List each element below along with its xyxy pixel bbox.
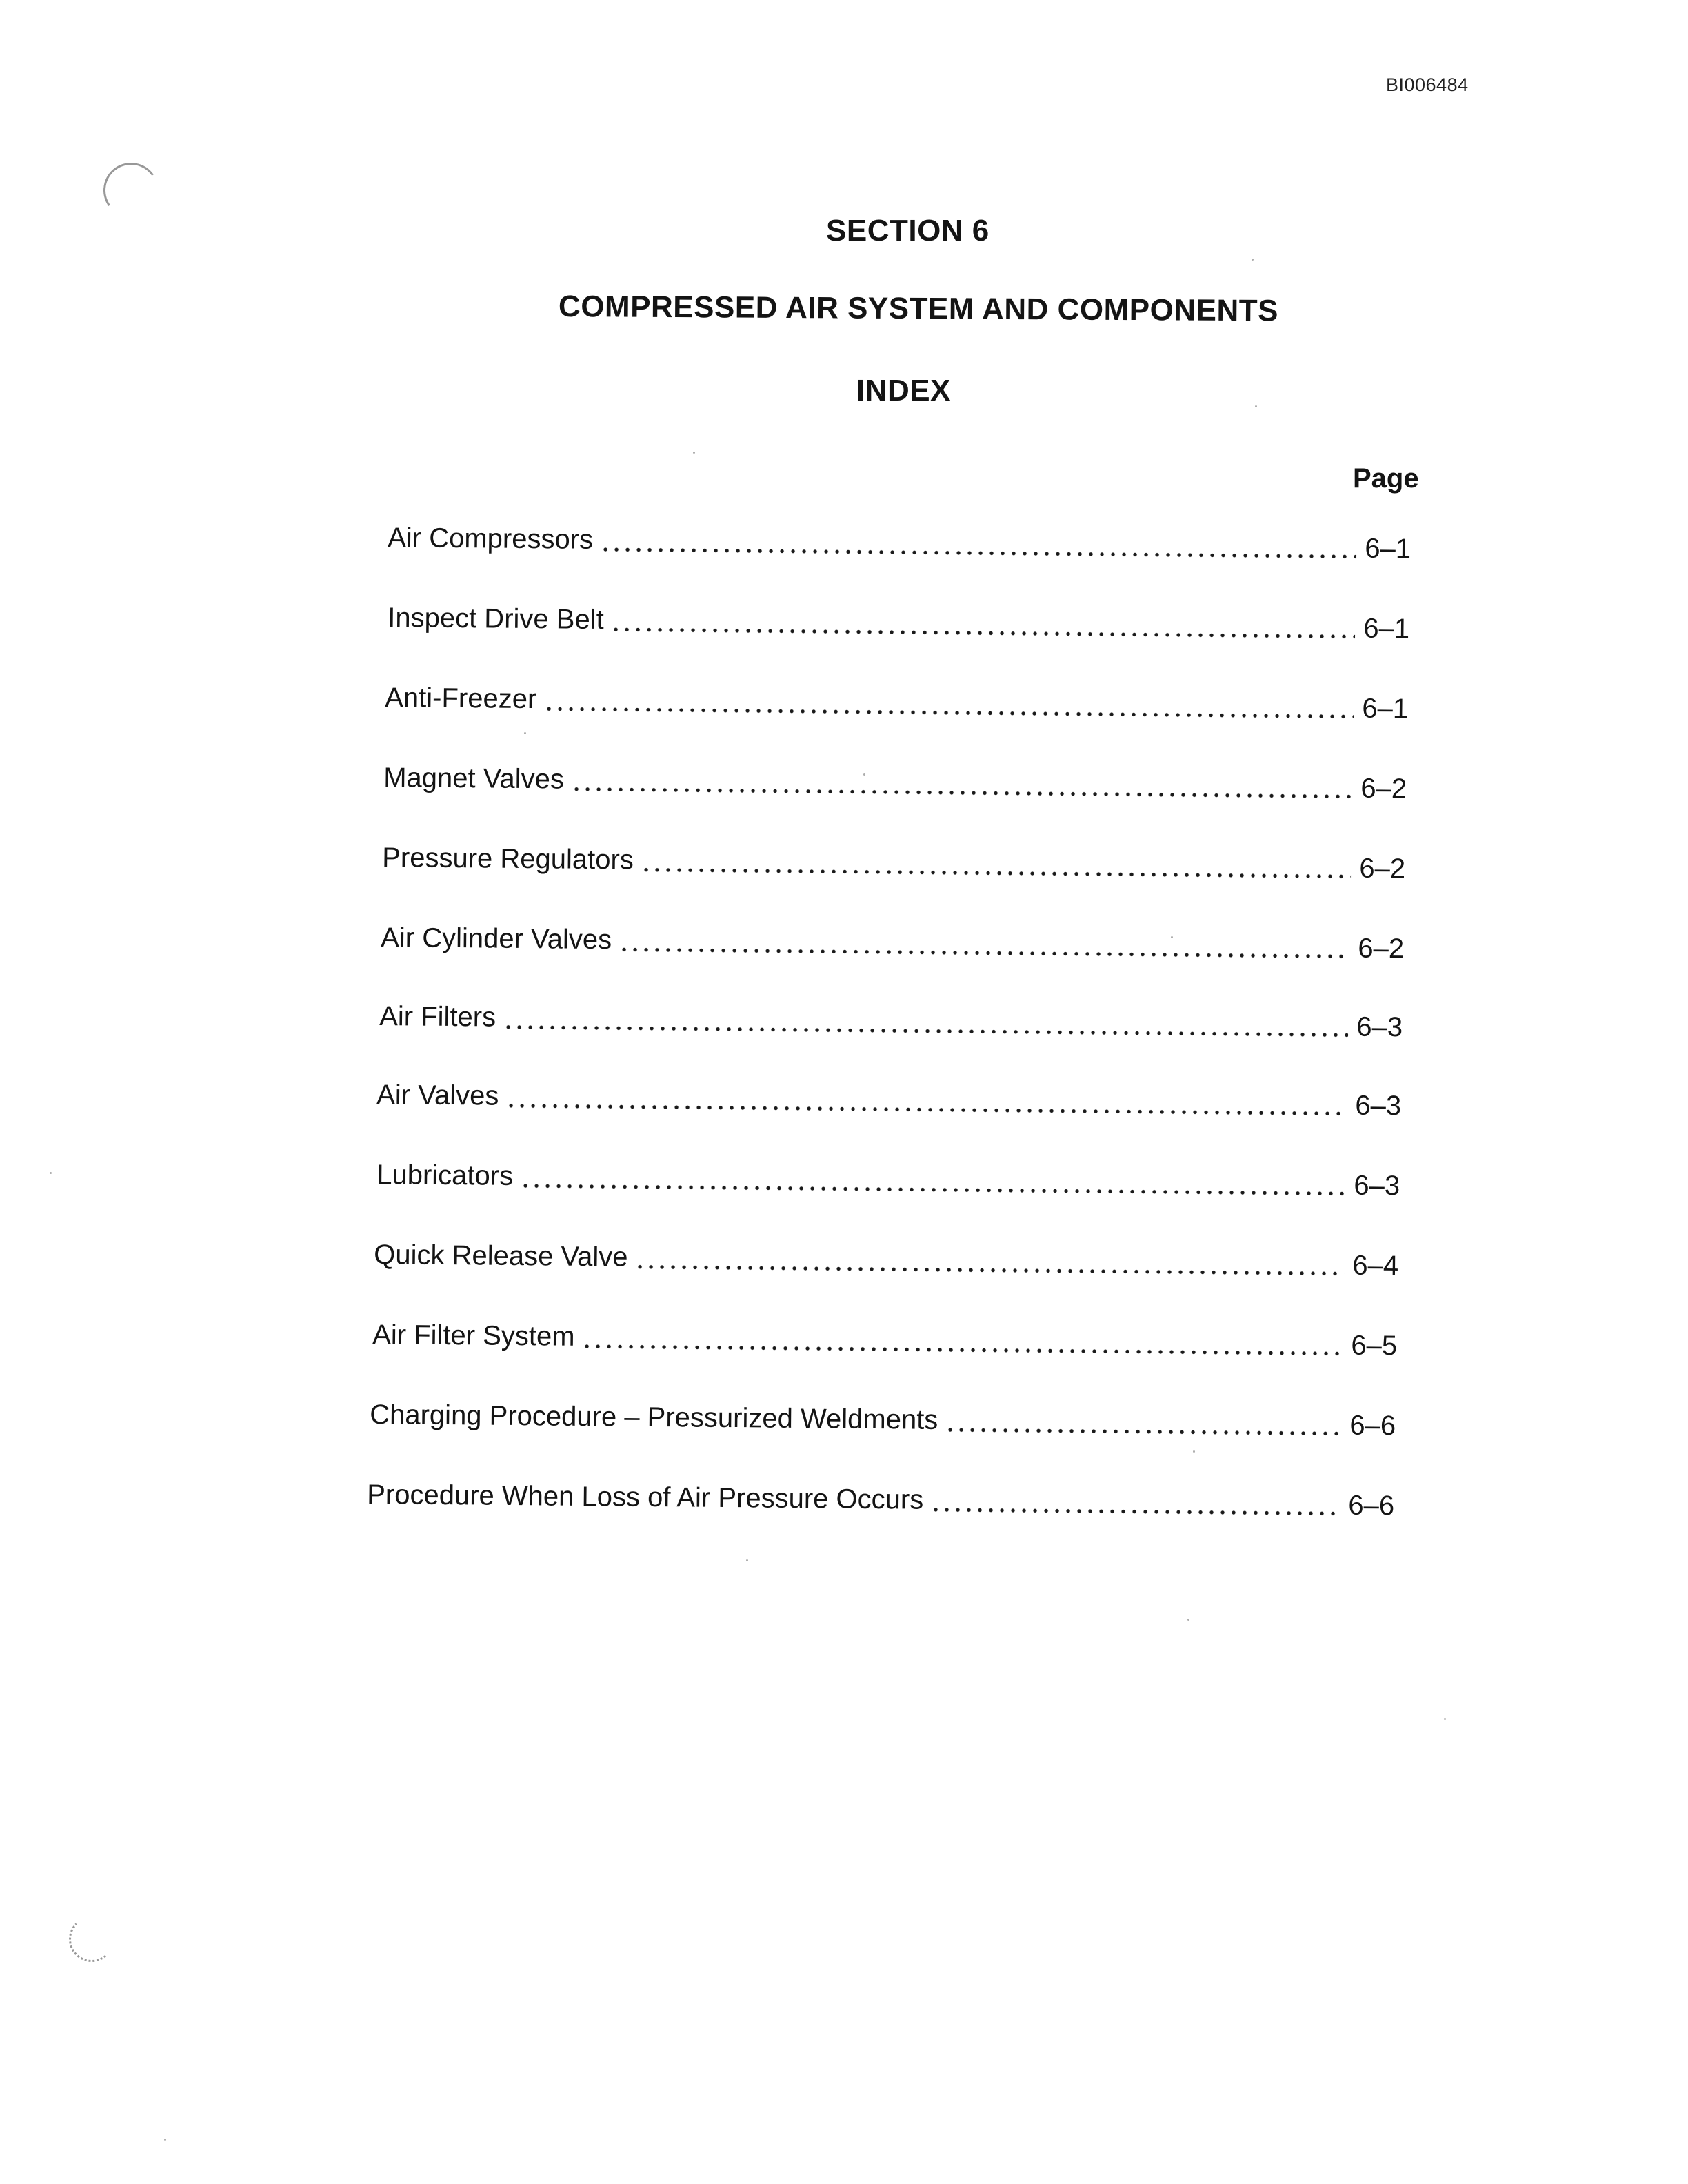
toc-entry-page: 6–2 [1358, 933, 1405, 964]
toc-dot-leader [619, 947, 1349, 958]
toc-entry-page: 6–5 [1351, 1330, 1398, 1362]
toc-entry [383, 762, 1407, 805]
toc-entry-label: Air Compressors [388, 523, 594, 555]
page-column-label: Page [1353, 463, 1419, 494]
toc-dot-leader [945, 1428, 1341, 1436]
document-id: BI006484 [1386, 74, 1469, 95]
toc-entry-page: 6–3 [1355, 1090, 1402, 1122]
toc-entry-label: Inspect Drive Belt [388, 603, 604, 636]
toc-entry [385, 682, 1408, 725]
toc-entry-page: 6–1 [1365, 533, 1411, 565]
toc-entry-label: Magnet Valves [383, 762, 565, 795]
toc-entry-page: 6–6 [1348, 1490, 1395, 1521]
toc-entry-page: 6–6 [1349, 1410, 1396, 1442]
toc-entry [367, 1479, 1394, 1521]
toc-dot-leader [634, 1265, 1344, 1276]
toc-entry-page: 6–3 [1354, 1170, 1400, 1202]
section-heading: SECTION 6 [826, 214, 989, 247]
toc-entry-label: Procedure When Loss of Air Pressure Occurs [367, 1479, 924, 1515]
toc-entry-page: 6–3 [1356, 1011, 1403, 1043]
toc-entry-page: 6–2 [1360, 773, 1407, 805]
toc-entry-label: Air Filters [379, 1001, 496, 1033]
toc-entry-label: Pressure Regulators [382, 842, 634, 876]
toc-entry-page: 6–1 [1362, 693, 1409, 725]
toc-entry-label: Quick Release Valve [374, 1240, 628, 1273]
toc-entry [379, 1001, 1403, 1043]
toc-dot-leader [520, 1184, 1345, 1195]
toc-entry [376, 1160, 1400, 1202]
toc-entry-page: 6–2 [1359, 853, 1406, 884]
toc-dot-leader [930, 1508, 1340, 1516]
toc-entry-page: 6–1 [1363, 613, 1410, 645]
toc-entry [388, 523, 1411, 565]
toc-dot-leader [611, 627, 1356, 638]
toc-entry-label: Air Valves [376, 1080, 499, 1111]
toc-entry [372, 1320, 1397, 1362]
toc-entry-label: Charging Procedure – Pressurized Weldments [370, 1399, 938, 1435]
toc-entry [381, 922, 1404, 964]
toc-entry [370, 1399, 1396, 1442]
toc-dot-leader [600, 547, 1356, 559]
toc-dot-leader [543, 707, 1354, 718]
toc-dot-leader [641, 868, 1352, 879]
toc-dot-leader [503, 1025, 1348, 1038]
document-title: COMPRESSED AIR SYSTEM AND COMPONENTS [558, 290, 1279, 328]
toc-entry [374, 1240, 1398, 1282]
toc-entry [376, 1080, 1401, 1122]
toc-entry-label: Lubricators [376, 1160, 514, 1191]
toc-entry-label: Air Cylinder Valves [381, 922, 612, 956]
toc-dot-leader [581, 1344, 1343, 1356]
toc-entry-page: 6–4 [1352, 1250, 1399, 1282]
toc-dot-leader [571, 787, 1353, 799]
toc-dot-leader [505, 1104, 1347, 1116]
toc-entry-label: Air Filter System [372, 1320, 575, 1352]
toc-entry [388, 603, 1409, 645]
index-heading: INDEX [856, 374, 951, 407]
toc-entry-label: Anti-Freezer [385, 682, 537, 715]
toc-entry [382, 842, 1405, 884]
